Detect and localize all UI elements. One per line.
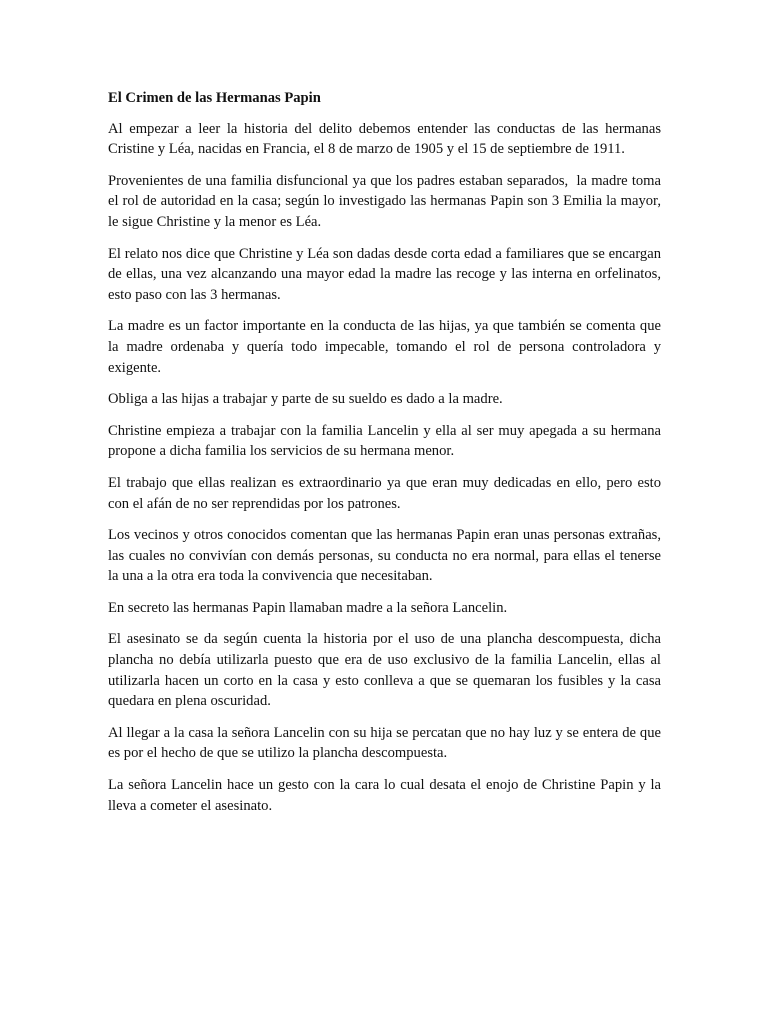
paragraph-10: El asesinato se da según cuenta la historia por el uso de una plancha descompuesta, dicha plancha no debía utilizarla puesto que era de uso exclusivo de la familia Lancelin, ellas al utilizarla hacen un corto en la casa y esto conlleva a que se quemaran los fusibles y la casa quedara en plena oscuridad. [108,631,665,710]
document-title: El Crimen de las Hermanas Papin [108,90,321,106]
paragraph-12: La señora Lancelin hace un gesto con la cara lo cual desata el enojo de Christine Papin y la lleva a cometer el asesinato. [108,777,665,814]
paragraph-11: Al llegar a la casa la señora Lancelin con su hija se percatan que no hay luz y se entera de que es por el hecho de que se utilizo la plancha descompuesta. [108,724,665,762]
paragraph-7: El trabajo que ellas realizan es extraordinario ya que eran muy dedicadas en ello, pero esto con el afán de no ser reprendidas por los patrones. [108,474,665,512]
paragraph-9: En secreto las hermanas Papin llamaban madre a la señora Lancelin. [108,599,508,616]
paragraph-1: Al empezar a leer la historia del delito debemos entender las conductas de las hermanas Cristine y Léa, nacidas en Francia, el 8 de marzo de 1905 y el 15 de septiembre de 1911. [108,120,665,158]
paragraph-6: Christine empieza a trabajar con la familia Lancelin y ella al ser muy apegada a su hermana propone a dicha familia los servicios de su hermana menor. [108,422,665,460]
document-body [108,88,665,827]
paragraph-8: Los vecinos y otros conocidos comentan que las hermanas Papin eran unas personas extrañas, las cuales no convivían con demás personas, su conducta no era normal, para ellas el tenerse la una a la otra era toda la convivencia que necesitaban. [108,527,665,585]
paragraph-3: El relato nos dice que Christine y Léa son dadas desde corta edad a familiares que se encargan de ellas, una vez alcanzando una mayor edad la madre las recoge y las interna en orfelinatos, esto paso con las 3 hermanas. [108,245,665,303]
paragraph-2: Provenientes de una familia disfuncional ya que los padres estaban separados, la madre toma el rol de autoridad en la casa; según lo investigado las hermanas Papin son 3 Emilia la mayor, le sigue Christine y la menor es Léa. [108,172,665,230]
paragraph-4: La madre es un factor importante en la conducta de las hijas, ya que también se comenta que la madre ordenaba y quería todo impecable, tomando el rol de persona controladora y exigente. [108,318,665,376]
paragraph-5: Obliga a las hijas a trabajar y parte de su sueldo es dado a la madre. [108,391,503,408]
